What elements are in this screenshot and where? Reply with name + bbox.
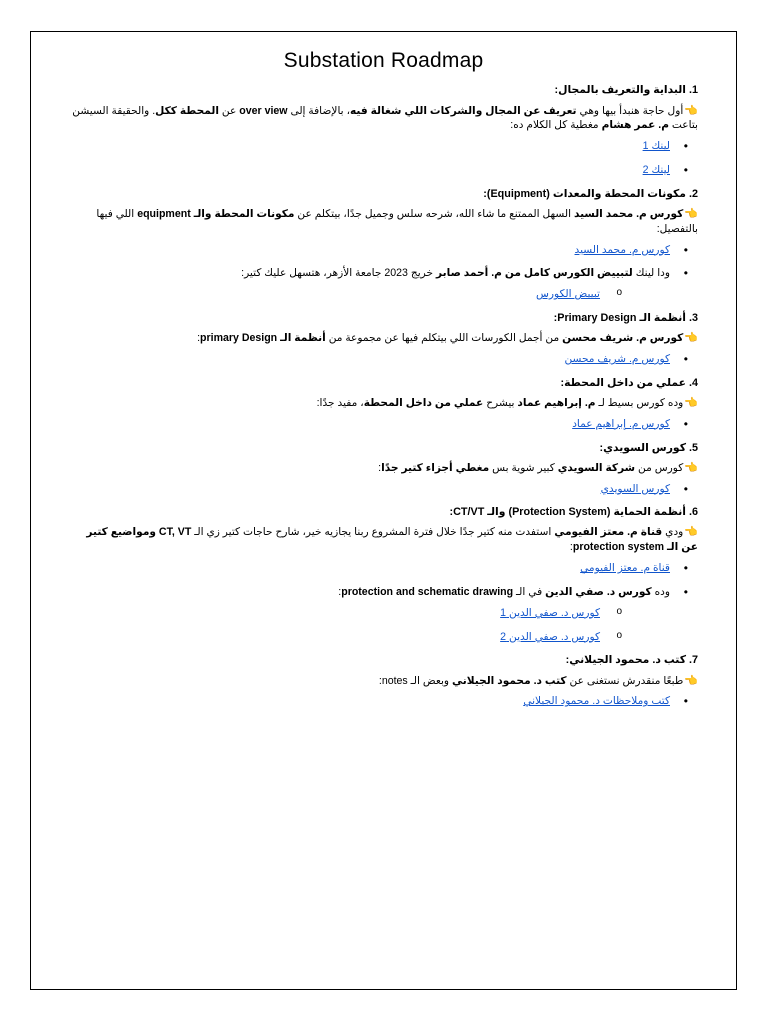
section-intro-4: 👈وده كورس بسيط لـ م. إبراهيم عماد بيشرح عملي من داخل المحطة، مفيد جدًا: xyxy=(316,396,698,409)
link-2[interactable]: لينك 2 xyxy=(642,163,670,176)
list-item xyxy=(69,243,670,258)
pointing-hand-icon: 👈 xyxy=(684,396,698,409)
note-text: وده كورس د. صفي الدين في الـ protection and schematic drawing: xyxy=(338,585,670,598)
course-link-ibrahim-emad[interactable]: كورس م. إبراهيم عماد xyxy=(572,417,670,430)
section-heading-1: 1. البداية والتعريف بالمجال: xyxy=(554,84,698,97)
page-title: Substation Roadmap xyxy=(283,49,484,72)
course-link-safy-eldin-1[interactable]: كورس د. صفي الدين 1 xyxy=(500,606,600,619)
note-text: ودا لينك لتبييض الكورس كامل من م. أحمد صابر خريج 2023 جامعة الأزهر، هتسهل عليك كتير: xyxy=(241,267,670,280)
pointing-hand-icon: 👈 xyxy=(684,104,698,117)
section-intro-5: 👈كورس من شركة السويدي كبير شوية بس مغطي أجزاء كتير جدًا: xyxy=(378,461,698,474)
list-item xyxy=(69,694,670,709)
list-item xyxy=(69,266,670,302)
link-list-3 xyxy=(69,352,698,367)
link-list-6 xyxy=(69,561,698,644)
pointing-hand-icon: 👈 xyxy=(684,207,698,220)
list-item xyxy=(69,561,670,576)
section-heading-6: 6. أنظمة الحماية (Protection System) والـ CT/VT: xyxy=(449,506,698,519)
list-item xyxy=(69,417,670,432)
course-link-safy-eldin-2[interactable]: كورس د. صفي الدين 2 xyxy=(500,630,600,643)
page-frame xyxy=(30,31,737,990)
document-content xyxy=(69,46,698,718)
list-item xyxy=(69,163,670,178)
link-list-2 xyxy=(69,243,698,302)
channel-link-moataz-elfayoumi[interactable]: قناة م. معتز الفيومي xyxy=(580,562,670,575)
section-heading-5: 5. كورس السويدي: xyxy=(599,441,698,454)
section-intro-1: 👈أول حاجة هنبدأ بيها وهي تعريف عن المجال والشركات اللي شغالة فيه، بالإضافة إلى over view عن المحطة ككل. والحقيقة السيشن بتاعت م. عمر هشام مغطية كل الكلام ده: xyxy=(72,104,698,132)
books-link-mahmoud-elgilany[interactable]: كتب وملاحظات د. محمود الجيلاني xyxy=(523,695,670,708)
section-heading-3: 3. أنظمة الـ Primary Design: xyxy=(553,312,698,325)
section-intro-6: 👈ودي قناة م. معتز الفيومي استفدت منه كتير جدًا خلال فترة المشروع ربنا يجازيه خير، شارح حاجات كتير زي الـ CT, VT ومواضيع كتير عن الـ protection system: xyxy=(86,526,698,554)
section-heading-7: 7. كتب د. محمود الجيلاني: xyxy=(565,654,698,667)
section-intro-7: 👈طبعًا منقدرش نستغنى عن كتب د. محمود الجيلاني وبعض الـ notes: xyxy=(378,674,698,687)
sub-list-item xyxy=(69,606,600,621)
course-link-elsewedy[interactable]: كورس السويدي xyxy=(600,482,670,495)
link-1[interactable]: لينك 1 xyxy=(642,140,670,153)
sub-link-list xyxy=(69,606,670,645)
section-heading-2: 2. مكونات المحطة والمعدات (Equipment): xyxy=(483,187,698,200)
pointing-hand-icon: 👈 xyxy=(684,674,698,687)
list-item xyxy=(69,352,670,367)
link-list-5 xyxy=(69,482,698,497)
link-list-7 xyxy=(69,694,698,709)
list-item xyxy=(69,139,670,154)
link-list-4 xyxy=(69,417,698,432)
section-heading-4: 4. عملي من داخل المحطة: xyxy=(560,376,698,389)
section-intro-3: 👈كورس م. شريف محسن من أجمل الكورسات اللي بيتكلم فيها عن مجموعة من أنظمة الـ primary Design: xyxy=(197,332,698,345)
pointing-hand-icon: 👈 xyxy=(684,461,698,474)
link-list-1 xyxy=(69,139,698,178)
list-item xyxy=(69,585,670,644)
section-intro-2: 👈كورس م. محمد السيد السهل الممتنع ما شاء الله، شرحه سلس وجميل جدًا، بيتكلم عن مكونات المحطة والـ equipment اللي فيها بالتفصيل: xyxy=(96,207,698,235)
pointing-hand-icon: 👈 xyxy=(684,526,698,539)
sub-list-item xyxy=(69,287,600,302)
course-notes-link[interactable]: تبييض الكورس xyxy=(535,288,600,301)
course-link-sherif-mohsen[interactable]: كورس م. شريف محسن xyxy=(564,353,670,365)
list-item xyxy=(69,482,670,497)
course-link-mohamed-elsayed[interactable]: كورس م. محمد السيد xyxy=(574,243,670,256)
pointing-hand-icon: 👈 xyxy=(684,332,698,345)
sub-link-list xyxy=(69,287,670,302)
sub-list-item xyxy=(69,630,600,645)
